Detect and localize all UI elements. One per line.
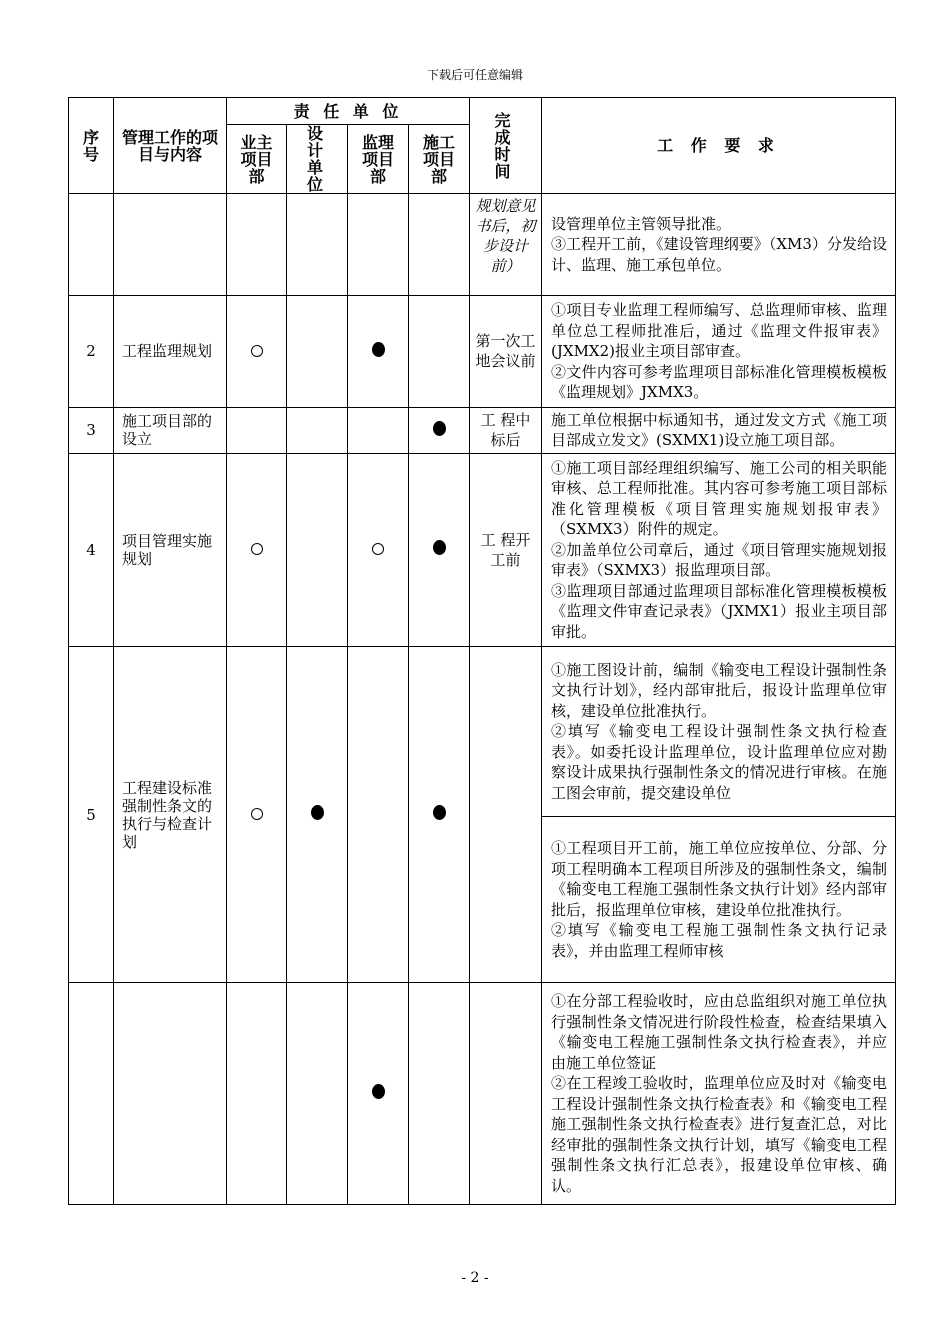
open-circle-mark	[251, 345, 263, 357]
row-item: 项目管理实施规划	[114, 453, 227, 647]
mark-design	[287, 194, 348, 296]
requirement-line: ②文件内容可参考监理项目部标准化管理模板模板《监理规划》JXMX3。	[551, 362, 888, 401]
mark-construction	[409, 296, 470, 408]
mark-supervision	[348, 194, 409, 296]
requirement-line: ③监理项目部通过监理项目部标准化管理模板模板《监理文件审查记录表》（JXMX1）报业主项目部审批。	[551, 581, 888, 641]
filled-circle-mark	[433, 421, 446, 436]
row-requirements-b	[542, 817, 896, 983]
row-item: 施工项目部的设立	[114, 407, 227, 453]
mark-design	[287, 407, 348, 453]
row-item	[114, 983, 227, 1205]
mark-design	[287, 647, 348, 983]
requirement-line: ①施工项目部经理组织编写、施工公司的相关职能审核、总工程师批准。其内容可参考施工项目部标准化管理模板《项目管理实施规划报审表》（SXMX3）附件的规定。	[551, 458, 888, 538]
header-owner: 业主项目部	[227, 125, 287, 194]
header-time: 完成时间	[470, 98, 542, 194]
filled-circle-mark	[372, 342, 385, 357]
row-time: 工 程开工前	[470, 453, 542, 647]
row-seq: 5	[69, 647, 114, 983]
page-number: - 2 -	[461, 1270, 489, 1286]
mark-design	[287, 453, 348, 647]
header-design: 设计单位	[287, 125, 348, 194]
row-seq: 3	[69, 407, 114, 453]
header-requirements: 工 作 要 求	[542, 98, 896, 194]
mark-design	[287, 296, 348, 408]
header-row-1	[69, 98, 896, 125]
mark-construction	[409, 407, 470, 453]
mark-supervision	[348, 453, 409, 647]
mark-construction	[409, 453, 470, 647]
table-row	[69, 194, 896, 296]
requirement-line: ②填写《输变电工程施工强制性条文执行记录表》，并由监理工程师审核	[551, 921, 888, 960]
mark-construction	[409, 983, 470, 1205]
mark-design	[287, 983, 348, 1205]
row-requirements	[542, 453, 896, 647]
row-requirements	[542, 407, 896, 453]
row-requirements	[542, 296, 896, 408]
row-seq: 4	[69, 453, 114, 647]
requirement-line: ②填写《输变电工程设计强制性条文执行检查表》。如委托设计监理单位，设计监理单位应对勘察设计成果执行强制性条文的情况进行审核。在施工图会审前，提交建设单位	[551, 722, 888, 802]
mark-construction	[409, 647, 470, 983]
mark-supervision	[348, 407, 409, 453]
open-circle-mark	[251, 543, 263, 555]
requirement-line: ②在工程竣工验收时，监理单位应及时对《输变电工程设计强制性条文执行检查表》和《输变电工程施工强制性条文执行检查表》进行复查汇总，对比经审批的强制性条文执行计划，填写《输变电工程强制性条文执行汇总表》，报建设单位审核、确认。	[551, 1074, 888, 1195]
table-row	[69, 296, 896, 408]
requirement-line: 施工单位根据中标通知书，通过发文方式《施工项目部成立发文》(SXMX1)设立施工项目部。	[551, 410, 888, 449]
work-requirements-table	[68, 97, 896, 1205]
table-row	[69, 983, 896, 1205]
mark-owner	[227, 407, 287, 453]
mark-owner	[227, 983, 287, 1205]
mark-owner	[227, 194, 287, 296]
mark-construction	[409, 194, 470, 296]
mark-owner	[227, 296, 287, 408]
header-responsibility: 责 任 单 位	[227, 98, 470, 125]
mark-supervision	[348, 983, 409, 1205]
row-time	[470, 647, 542, 983]
requirement-line: ②加盖单位公司章后，通过《项目管理实施规划报审表》（SXMX3）报监理项目部。	[551, 540, 888, 579]
header-seq: 序号	[69, 98, 114, 194]
row-requirements	[542, 194, 896, 296]
mark-owner	[227, 647, 287, 983]
row-time: 工 程中标后	[470, 407, 542, 453]
row-item	[114, 194, 227, 296]
requirement-line: ①施工图设计前，编制《输变电工程设计强制性条文执行计划》，经内部审批后，报设计监理单位审核，建设单位批准执行。	[551, 660, 888, 720]
table-row	[69, 647, 896, 817]
mark-supervision	[348, 296, 409, 408]
requirement-line: ①工程项目开工前，施工单位应按单位、分部、分项工程明确本工程项目所涉及的强制性条文，编制《输变电工程施工强制性条文执行计划》经内部审批后，报监理单位审核，建设单位批准执行。	[551, 839, 888, 919]
requirement-line: 设管理单位主管领导批准。	[551, 214, 732, 233]
header-construction: 施工项目部	[409, 125, 470, 194]
row-seq	[69, 983, 114, 1205]
filled-circle-mark	[372, 1084, 385, 1099]
open-circle-mark	[372, 543, 384, 555]
row-requirements-a	[542, 647, 896, 817]
row-time	[470, 983, 542, 1205]
header-note: 下载后可任意编辑	[426, 68, 523, 82]
row-requirements	[542, 983, 896, 1205]
header-item: 管理工作的项目与内容	[114, 98, 227, 194]
row-seq	[69, 194, 114, 296]
requirement-line: ①在分部工程验收时，应由总监组织对施工单位执行强制性条文情况进行阶段性检查，检查结果填入《输变电工程施工强制性条文执行检查表》，并应由施工单位签证	[551, 992, 888, 1072]
row-seq: 2	[69, 296, 114, 408]
row-item: 工程建设标准强制性条文的执行与检查计划	[114, 647, 227, 983]
row-time: 第一次工 地会议前	[470, 296, 542, 408]
open-circle-mark	[251, 808, 263, 820]
filled-circle-mark	[433, 540, 446, 555]
filled-circle-mark	[311, 805, 324, 820]
mark-supervision	[348, 647, 409, 983]
table-row	[69, 407, 896, 453]
row-time: 规划意见书后，初步设计前）	[470, 194, 542, 296]
row-item: 工程监理规划	[114, 296, 227, 408]
filled-circle-mark	[433, 805, 446, 820]
header-supervision: 监理项目部	[348, 125, 409, 194]
requirement-line: ①项目专业监理工程师编写、总监理师审核、监理单位总工程师批准后，通过《监理文件报审表》(JXMX2)报业主项目部审查。	[551, 301, 888, 360]
requirement-line: ③工程开工前，《建设管理纲要》（XM3）分发给设计、监理、施工承包单位。	[551, 235, 888, 274]
table-row	[69, 453, 896, 647]
mark-owner	[227, 453, 287, 647]
